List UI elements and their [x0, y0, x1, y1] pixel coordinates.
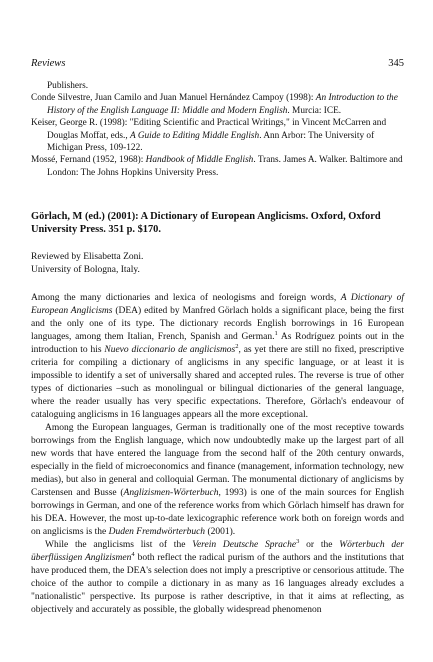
body-paragraph: While the anglicisms list of the Verein Deutsche Sprache$^3$ or the Wörterbuch der überflüssigen Anglizismen$^4$ both reflect the radical purism of the authors and the institutions that have produced them, the DEA's selection does not imply a prescriptive or censorious attitude. The choice of the author to compile a dictionary in as many as 16 languages already excludes a "nationalistic" perspective. Its purpose is rather descriptive, in that it aims at reflecting, as objectively and accurately as possible, the globally widespread phenomenon: [31, 537, 404, 615]
reviewer-block: [31, 251, 404, 276]
review-title: Görlach, M (ed.) (2001): A Dictionary of European Anglicisms. Oxford, Oxford University Press. 351 p. $170.: [31, 211, 381, 235]
reference-list: [31, 80, 404, 179]
body-paragraph: Among the European languages, German is traditionally one of the most receptive towards borrowings from the English language, which now undoubtedly make up the largest part of all new words that have entered the language from the second half of the 20th century onwards, especially in the field of microeconomics and finance (management, information technology, new medias), but also in general and colloquial German. The monumental dictionary of anglicisms by Carstensen and Busse (Anglizismen-Wörterbuch, 1993) is one of the main sources for English borrowings in German, and one of the reference works from which Görlach himself has drawn for his DEA. However, the most up-to-date lexicographic reference work both on foreign words and on anglicisms is the Duden Fremdwörterbuch (2001).: [31, 423, 405, 537]
footnote-marker: 1: [274, 329, 278, 337]
reference-entry: Conde Silvestre, Juan Camilo and Juan Manuel Hernández Campoy (1998): An Introduction to the History of the English Language II: Middle and Modern English. Murcia: ICE.: [31, 93, 398, 116]
footnote-marker: 4: [131, 550, 135, 558]
reference-continuation: Publishers.: [47, 81, 89, 91]
reviewer-name: Reviewed by Elisabetta Zoni.: [31, 252, 144, 262]
footnote-marker: 2: [235, 342, 239, 350]
reviewer-affiliation: University of Bologna, Italy.: [31, 264, 140, 275]
footnote-marker: 3: [296, 537, 300, 545]
reference-title: An Introduction to the History of the English Language II: Middle and Modern English: [47, 93, 398, 116]
reference-entry: Mossé, Fernand (1952, 1968): Handbook of Middle English. Trans. James A. Walker. Baltimore and London: The Johns Hopkins University Press.: [31, 155, 403, 178]
review-body: [31, 292, 404, 617]
reference-title: A Guide to Editing Middle English: [129, 130, 260, 141]
running-head: [31, 58, 404, 72]
running-title: Reviews: [31, 58, 66, 69]
reference-entry: Keiser, George R. (1998): "Editing Scientific and Practical Writings," in Vincent McCarren and Douglas Moffat, eds., A Guide to Editing Middle English. Ann Arbor: The University of Michigan Press, 109-122.: [31, 118, 387, 154]
reference-title: Handbook of Middle English: [145, 155, 254, 166]
body-paragraph: Among the many dictionaries and lexica of neologisms and foreign words, A Dictionary of European Anglicisms (DEA) edited by Manfred Görlach holds a significant place, being the first and the only one of its type. The dictionary records English borrowings in 16 European languages, among them Italian, French, Spanish and German.$^1$ As Rodríguez points out in the introduction to his Nuevo diccionario de anglicismos$^2$, as yet there are still no fixed, prescriptive criteria for compiling a dictionary of anglicisms in any specific language, or at least it is impossible to identify a set of universally shared and accepted rules. The reverse is true of other types of dictionaries –such as monolingual or bilingual dictionaries of the general language, where the reader usually has very specific expectations. Therefore, Görlach's endeavour of cataloguing anglicisms in 16 languages appears all the more exceptional.: [31, 293, 405, 420]
page-number: 345: [388, 58, 404, 69]
